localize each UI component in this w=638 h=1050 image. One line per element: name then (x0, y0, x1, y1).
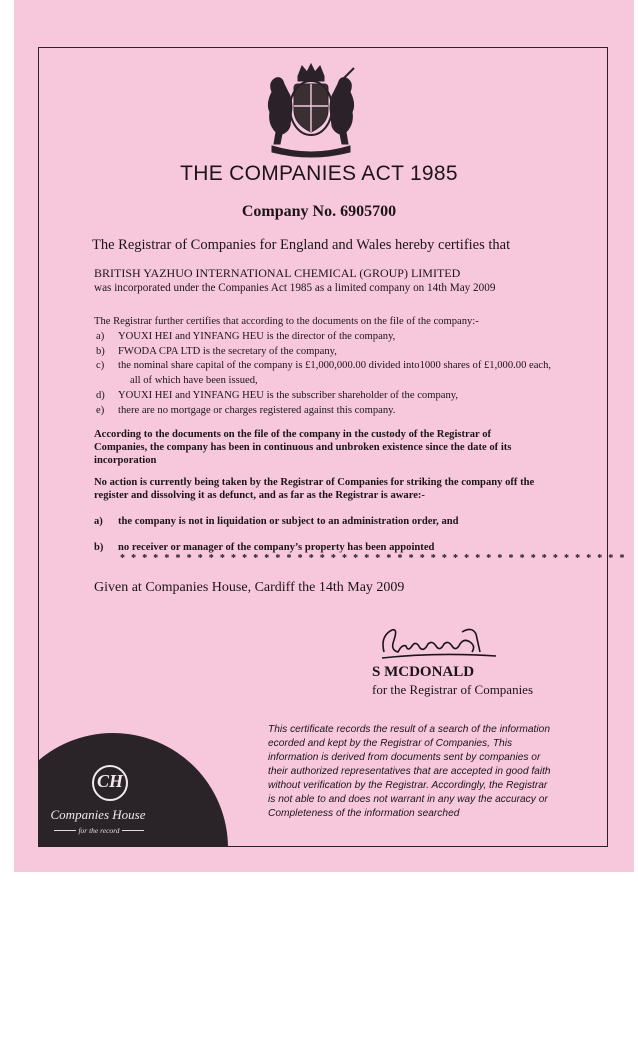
list-item: c) the nominal share capital of the company is £1,000,000.00 divided into1000 shares of £1,000.00 each, all of which have been issued, (96, 360, 552, 387)
list-item: e) there are no mortgage or charges registered against this company. (96, 404, 396, 416)
companies-house-logo (38, 733, 238, 847)
ch-emblem-mark: CH (96, 771, 123, 791)
company-name: BRITISH YAZHUO INTERNATIONAL CHEMICAL (GROUP) LIMITED (94, 266, 461, 280)
point-b: b) no receiver or manager of the company’s property has been appointed (94, 542, 435, 553)
logo-name: Companies House (50, 807, 146, 822)
list-item: a) YOUXI HEI and YINFANG HEU is the director of the company, (96, 331, 396, 342)
star-divider: * * * * * * * * * * * * * * * * * * * * * * * * * * * * * * * * * * * * * * * * * * * * * * (120, 553, 627, 564)
custody-paragraph: According to the documents on the file of the company in the custody of the Registrar of Companies, the company has been in continuous and unbroken existence since the date of its incorporation (94, 429, 512, 466)
logo-tagline: for the record (78, 826, 120, 835)
handwritten-signature-icon (376, 622, 500, 664)
company-number: Company No. 6905700 (241, 203, 397, 220)
signatory-name: S MCDONALD (372, 664, 475, 680)
given-at-line: Given at Companies House, Cardiff the 14th May 2009 (94, 580, 405, 595)
certifies-line: The Registrar of Companies for England and Wales hereby certifies that (92, 237, 511, 253)
list-item: b) FWODA CPA LTD is the secretary of the company, (96, 345, 337, 357)
incorporation-line: was incorporated under the Companies Act 1985 as a limited company on 14th May 2009 (94, 282, 496, 294)
royal-coat-of-arms-icon (258, 62, 364, 162)
certified-items-list (96, 330, 596, 418)
signatory-role: for the Registrar of Companies (372, 682, 534, 697)
point-a: a) the company is not in liquidation or subject to an administration order, and (94, 516, 459, 527)
disclaimer-text: This certificate records the result of a search of the information ecorded and kept by the Registrar of Companies, This information is derived from documents sent by companies or their authorized representatives that are accepted in good faith without verification by the Registrar. Accordingly, the Registrar is not able to and does not warrant in any way the accuracy or Completeness of the information searched (268, 724, 551, 819)
list-item: d) YOUXI HEI and YINFANG HEU is the subscriber shareholder of the company, (96, 389, 458, 401)
certificate-title: THE COMPANIES ACT 1985 (180, 162, 458, 185)
no-action-paragraph: No action is currently being taken by the Registrar of Companies for striking the company off the register and dissolving it as defunct, and as far as the Registrar is aware:- (94, 477, 535, 501)
further-certifies-intro: The Registrar further certifies that according to the documents on the file of the company:- (94, 316, 479, 327)
